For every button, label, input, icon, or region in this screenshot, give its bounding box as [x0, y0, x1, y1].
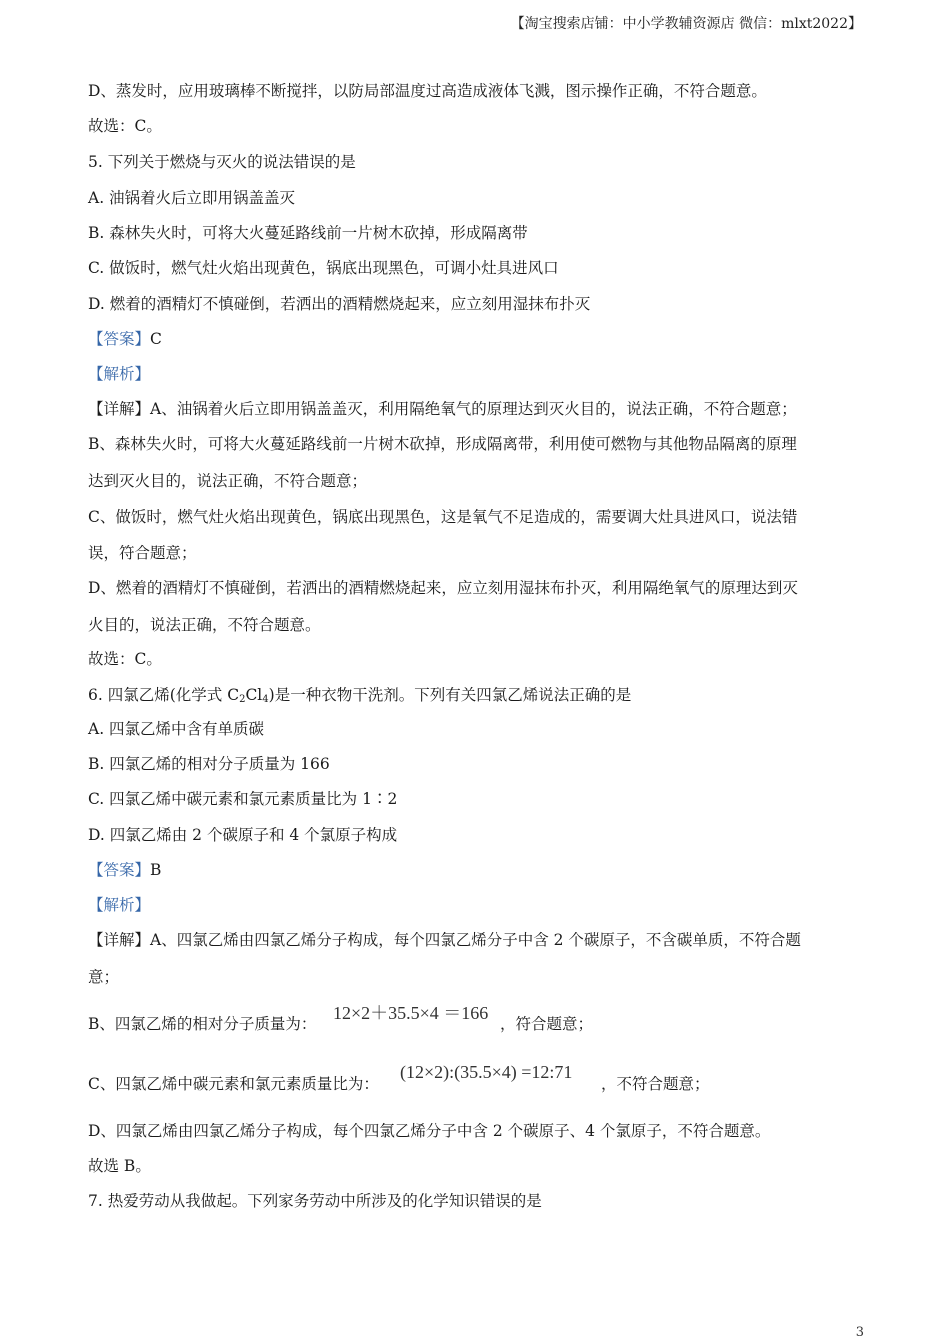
q5-detail-c-2: 误，符合题意； — [88, 544, 197, 562]
q6-option-c: C. 四氯乙烯中碳元素和氯元素质量比为 1∶2 — [88, 790, 398, 808]
page-number: 3 — [855, 1325, 864, 1340]
q4-choose: 故选：C。 — [88, 117, 162, 135]
q6-detail-c-formula: (12×2):(35.5×4) =12:71 — [400, 1062, 573, 1082]
q5-detail-d-1: D、燃着的酒精灯不慎碰倒，若洒出的酒精燃烧起来，应立刻用湿抹布扑灭，利用隔绝氧气的原理达到灭 — [88, 579, 798, 597]
answer-value: B — [150, 861, 162, 879]
q5-option-b: B. 森林失火时，可将大火蔓延路线前一片树木砍掉，形成隔离带 — [88, 224, 528, 242]
q6-detail-a-2: 意； — [88, 968, 120, 986]
q6-answer — [88, 860, 161, 880]
q6-detail-c-tail: ，不符合题意； — [601, 1075, 710, 1093]
q5-answer — [88, 329, 162, 349]
q5-option-c: C. 做饭时，燃气灶火焰出现黄色，锅底出现黑色，可调小灶具进风口 — [88, 259, 559, 277]
q5-detail-a — [88, 399, 797, 419]
q6-detail-d: D、四氯乙烯由四氯乙烯分子构成，每个四氯乙烯分子中含 2 个碳原子、4 个氯原子，不符合题意。 — [88, 1122, 771, 1140]
q6-detail-b-tail: ，符合题意； — [500, 1015, 594, 1033]
q5-stem: 5. 下列关于燃烧与灭火的说法错误的是 — [88, 153, 356, 171]
q7-stem: 7. 热爱劳动从我做起。下列家务劳动中所涉及的化学知识错误的是 — [88, 1192, 542, 1210]
detail-tag: 【详解】 — [88, 931, 151, 949]
subscript-2: 2 — [239, 694, 246, 705]
q4-option-d-explanation: D、蒸发时，应用玻璃棒不断搅拌，以防局部温度过高造成液体飞溅，图示操作正确，不符合题意。 — [88, 82, 767, 100]
stem-mid: Cl — [245, 686, 263, 704]
q5-option-a: A. 油锅着火后立即用锅盖盖灭 — [88, 189, 296, 207]
answer-tag: 【答案】 — [88, 861, 151, 879]
q5-analysis-tag: 【解析】 — [88, 365, 151, 383]
q5-detail-d-2: 火目的，说法正确，不符合题意。 — [88, 616, 321, 634]
detail-tag: 【详解】 — [88, 400, 151, 418]
detail-text: A、四氯乙烯由四氯乙烯分子构成，每个四氯乙烯分子中含 2 个碳原子，不含碳单质，不符合题 — [150, 931, 801, 949]
answer-tag: 【答案】 — [88, 330, 151, 348]
q6-choose: 故选 B。 — [88, 1157, 151, 1175]
answer-value: C — [150, 330, 162, 348]
q6-stem — [88, 685, 631, 710]
q6-option-a: A. 四氯乙烯中含有单质碳 — [88, 720, 265, 738]
q6-analysis-tag: 【解析】 — [88, 896, 151, 914]
page-header: 【淘宝搜索店铺：中小学教辅资源店 微信：mlxt2022】 — [510, 16, 862, 32]
q5-option-d: D. 燃着的酒精灯不慎碰倒，若洒出的酒精燃烧起来，应立刻用湿抹布扑灭 — [88, 295, 591, 313]
detail-text: A、油锅着火后立即用锅盖盖灭，利用隔绝氧气的原理达到灭火目的，说法正确，不符合题意； — [150, 400, 797, 418]
q5-choose: 故选：C。 — [88, 650, 162, 668]
subscript-4: 4 — [262, 694, 269, 705]
q6-option-d: D. 四氯乙烯由 2 个碳原子和 4 个氯原子构成 — [88, 826, 398, 844]
q6-option-b: B. 四氯乙烯的相对分子质量为 166 — [88, 755, 330, 773]
q6-detail-b-label: B、四氯乙烯的相对分子质量为： — [88, 1015, 317, 1033]
q5-detail-c-1: C、做饭时，燃气灶火焰出现黄色，锅底出现黑色，这是氧气不足造成的，需要调大灶具进风口，说法错 — [88, 508, 798, 526]
q5-detail-b-2: 达到灭火目的，说法正确，不符合题意； — [88, 472, 368, 490]
q5-detail-b-1: B、森林失火时，可将大火蔓延路线前一片树木砍掉，形成隔离带，利用使可燃物与其他物品隔离的原理 — [88, 435, 797, 453]
q6-detail-b-formula: 12×2＋35.5×4 ＝166 — [333, 1003, 489, 1023]
q6-detail-c-label: C、四氯乙烯中碳元素和氯元素质量比为： — [88, 1075, 379, 1093]
stem-post: )是一种衣物干洗剂。下列有关四氯乙烯说法正确的是 — [268, 686, 632, 704]
stem-pre: 6. 四氯乙烯(化学式 C — [88, 686, 240, 704]
q6-detail-a-1 — [88, 930, 801, 950]
